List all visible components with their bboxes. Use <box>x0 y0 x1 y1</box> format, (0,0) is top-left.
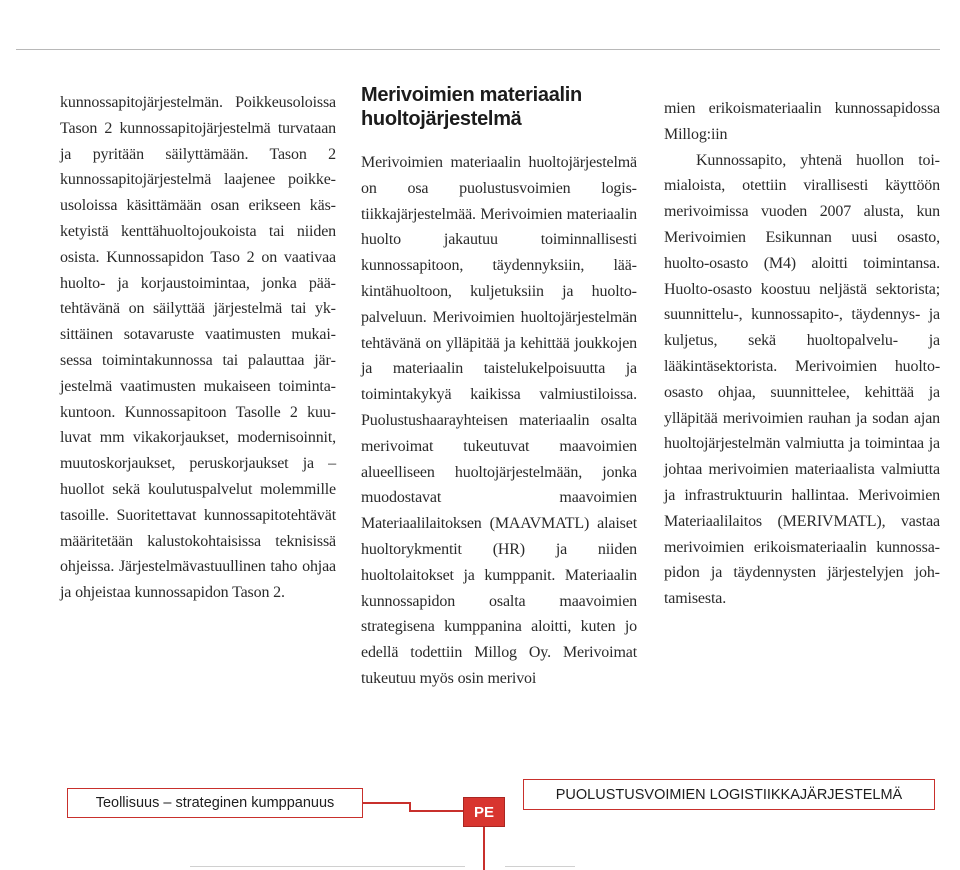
connector-line <box>409 810 464 812</box>
diagram-line <box>190 866 465 867</box>
column3-paragraph-1: mien erikoismateriaalin kunnossapidossa Millog:iin <box>664 100 940 143</box>
column2-paragraph: Merivoimien materiaalin huoltojärjestelmä on osa puolustusvoimien logistiikkajärjestelmää. Merivoimien materiaalin huolto jakautuu toiminnallisesti kunnossapitoon, täydennyksiin, lääkintähuoltoon, kuljetuksiin ja huoltopalveluun. Merivoimien huoltojärjestelmän tehtävänä on ylläpitää ja kehittää joukkojen ja materiaalin taistelukelpoisuutta ja toimintakykyä kaikissa valmiustiloissa. Puolustushaarayhteisen materiaalin osalta merivoimat tukeutuvat maavoimien alueelliseen huoltojärjestelmään, jonka muodostavat maavoimien Materiaalilaitoksen (MAAVMATL) alaiset huoltorykmentit (HR) ja niiden huoltolaitokset ja kumppanit. Materiaalin kunnossapidon osalta maavoimien strategisena kumppanina aloitti, kuten jo edellä todettiin Millog Oy. Merivoimat tukeutuu myös osin merivoi <box>361 154 637 687</box>
logistics-system-box: PUOLUSTUSVOIMIEN LOGISTIIKKAJÄRJESTELMÄ <box>523 779 935 810</box>
column3-paragraph-2: Kunnossapito, yhtenä huollon toimialoista, otettiin virallisesti käyttöön merivoimissa vuoden 2007 alusta, kun Merivoimien Esikunnan uusi osasto, huolto-osasto (M4) aloitti toimintansa. Huolto-osasto koostuu neljästä sektorista; suunnittelu-, kunnossapito-, täydennys- ja kuljetus, sekä huoltopalvelu- ja lääkintäsektorista. Merivoimien huolto-osasto ohjaa, suunnittelee, kehittää ja ylläpitää merivoimien rauhan ja sodan ajan huoltojärjestelmän valmiutta ja toimintaa ja johtaa merivoimien materiaalista valmiutta ja infrastruktuurin hallintaa. Merivoimien Materiaalilaitos (MERIVMATL), vastaa merivoimien erikoismateriaalin kunnossapidon ja täydennysten järjestelyjen johtamisesta. <box>664 151 940 608</box>
diagram-line <box>505 866 575 867</box>
text-column-2 <box>361 84 637 692</box>
text-column-1 <box>60 90 336 606</box>
text-column-3 <box>664 96 940 612</box>
section-heading: Merivoimien materiaalin huoltojärjestelmä <box>361 84 582 130</box>
industry-partnership-box: Teollisuus – strateginen kumppanuus <box>67 788 363 818</box>
pe-box: PE <box>463 797 505 827</box>
connector-line <box>363 802 410 804</box>
top-rule <box>16 49 940 50</box>
connector-line <box>483 827 485 870</box>
column1-paragraph: kunnossapitojärjestelmän. Poikkeusoloissa Tason 2 kunnossapitojärjestelmä turvataan ja pyritään säilyttämään. Tason 2 kunnossapitojärjestelmä laajenee poikkeusoloissa käsittämään osan erikseen käsketyistä kenttähuoltojoukoista tai niiden osista. Kunnossapidon Taso 2 on vaativaa huolto- ja korjaustoimintaa, jonka päätehtävänä on säilyttää järjestelmä tai yksittäinen sotavaruste vaatimusten mukaisessa toimintakunnossa tai palauttaa järjestelmä vaatimusten mukaiseen toimintakuntoon. Kunnossapitoon Tasolle 2 kuuluvat mm vikakorjaukset, modernisoinnit, muutoskorjaukset, peruskorjaukset ja –huollot sekä koulutuspalvelut molemmille tasoille. Suoritettavat kunnossapitotehtävät määritetään kalustokohtaisissa teknisissä ohjeissa. Järjestelmävastuullinen taho ohjaa ja ohjeistaa kunnossapidon Tason 2. <box>60 94 336 602</box>
